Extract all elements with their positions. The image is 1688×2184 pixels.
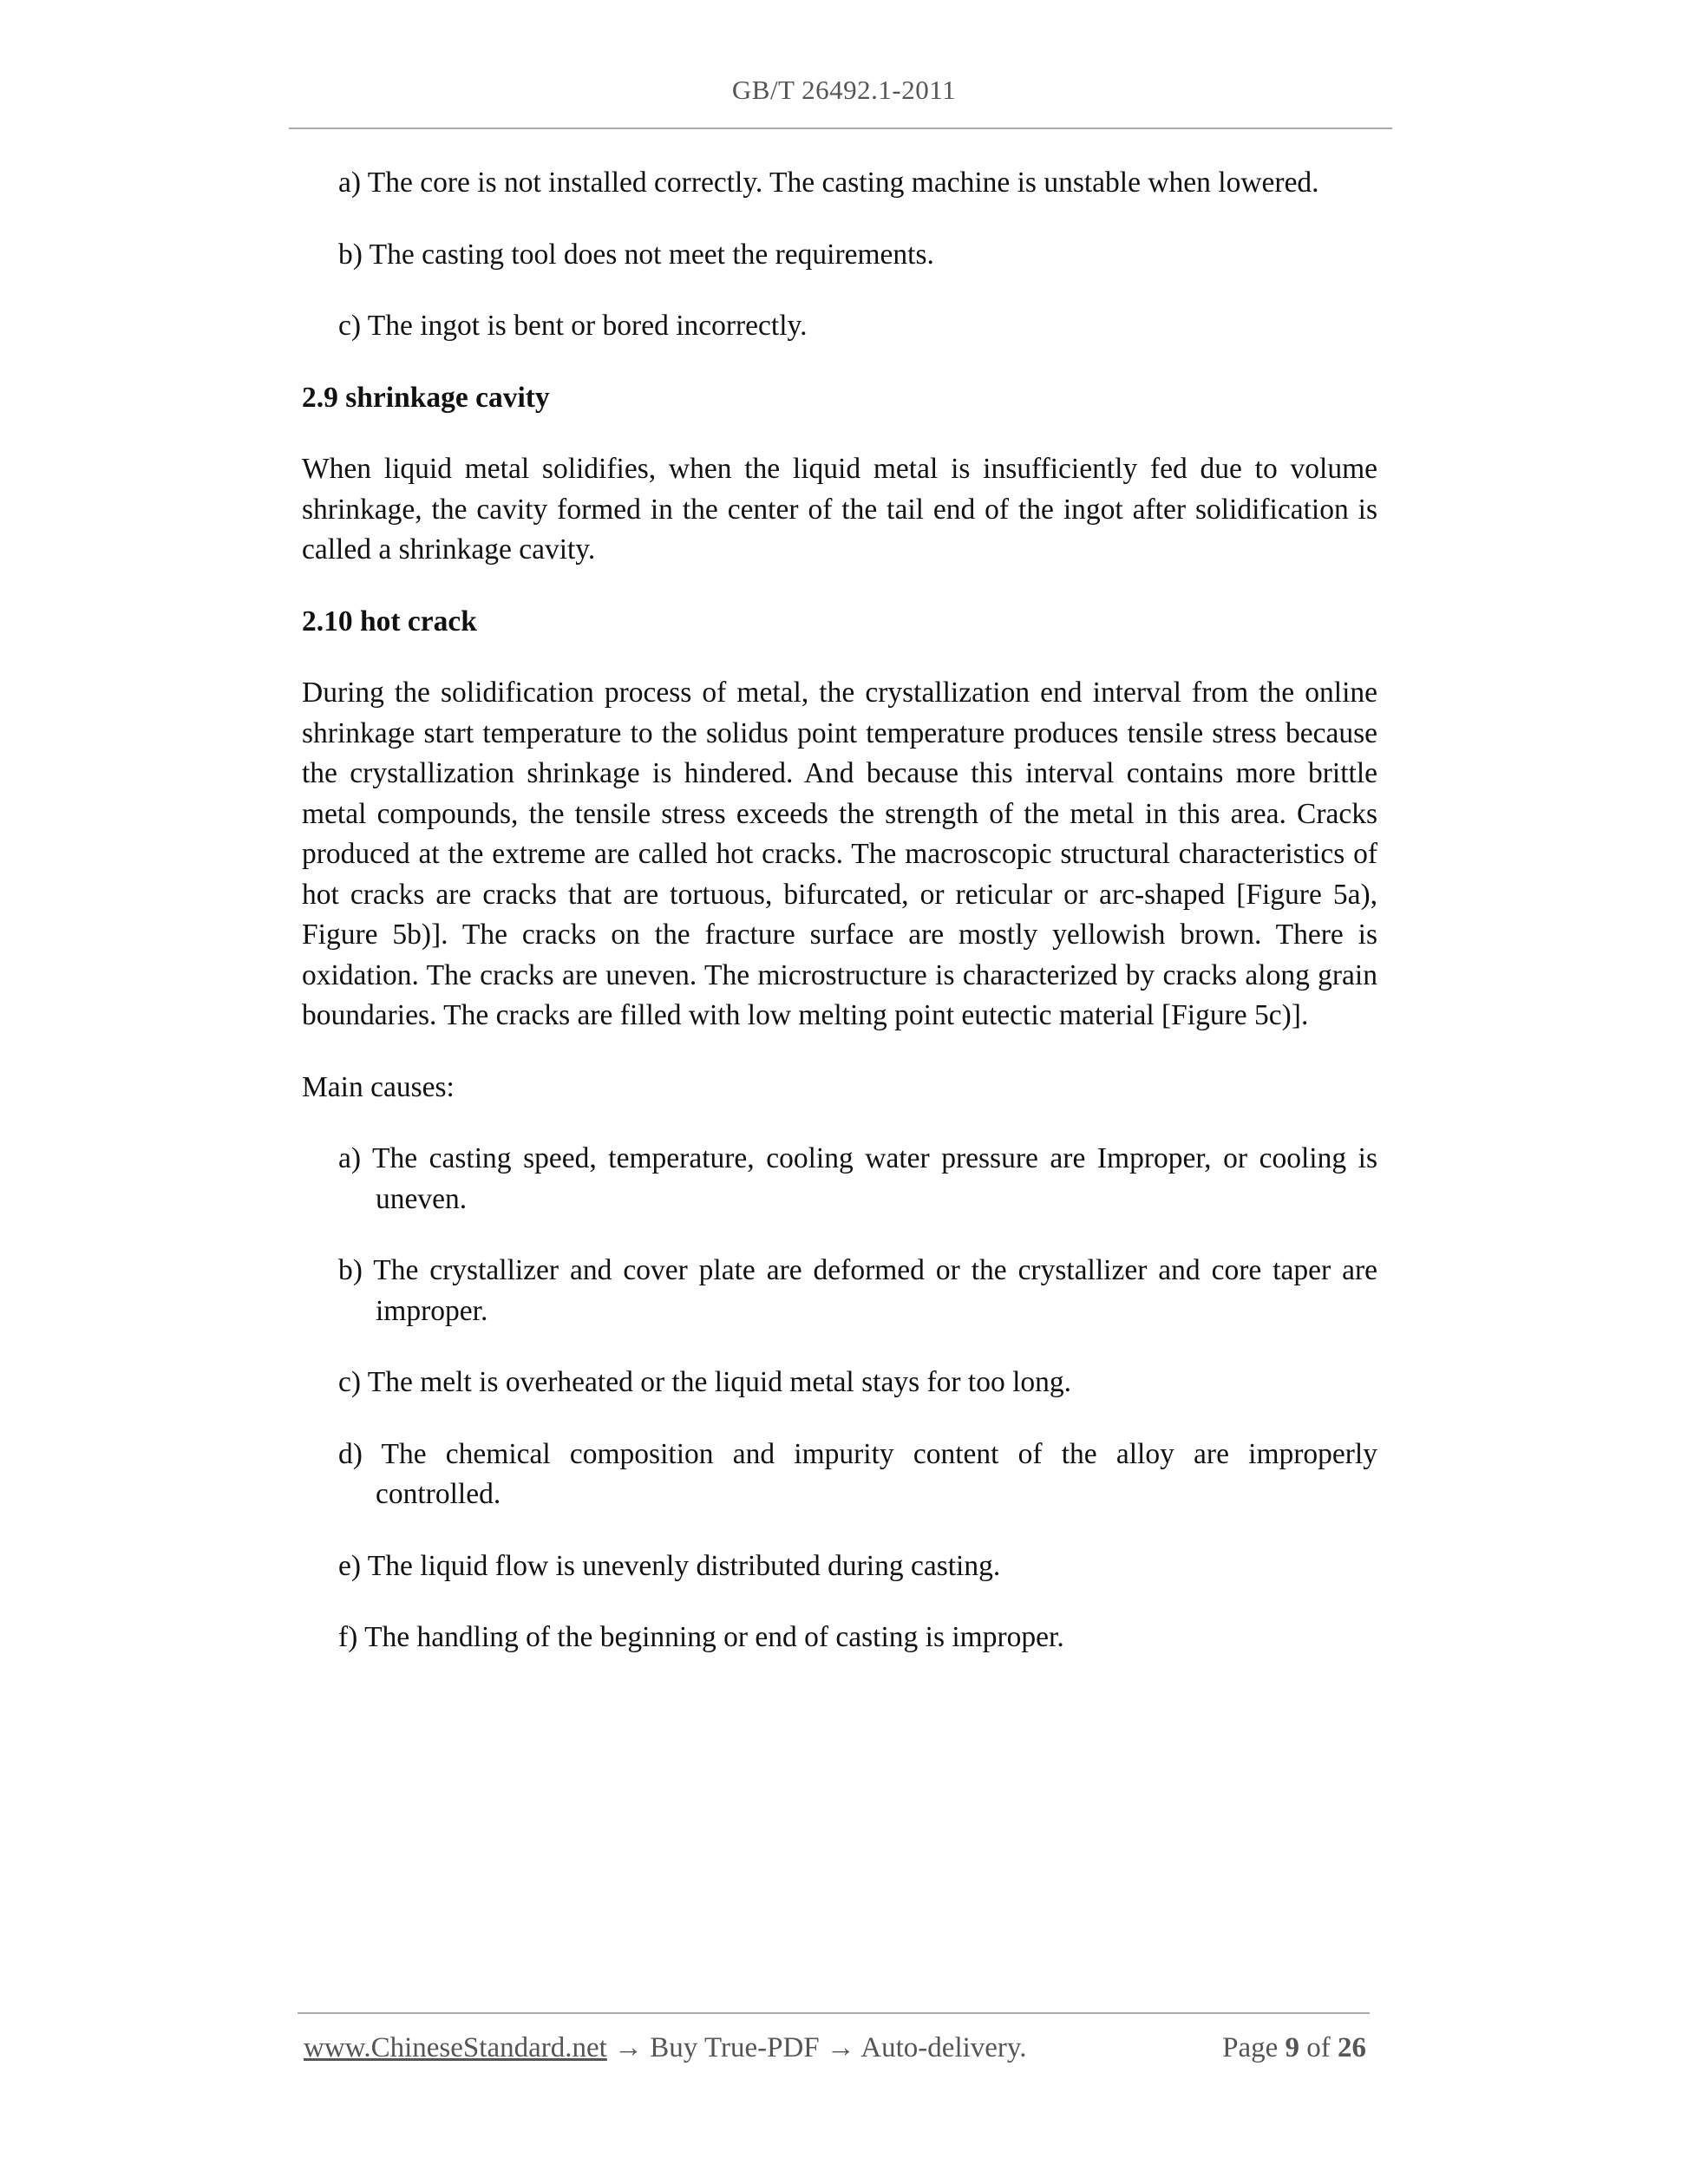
- page-label: Page: [1222, 2032, 1279, 2063]
- list-item: a) The core is not installed correctly. The casting machine is unstable when lowered.: [338, 167, 1319, 199]
- website-link[interactable]: www.ChineseStandard.net: [304, 2032, 607, 2063]
- running-header: GB/T 26492.1-2011: [731, 75, 957, 105]
- footer-promo-text: → Buy True-PDF → Auto-delivery.: [606, 2032, 1027, 2063]
- page-number: 9: [1285, 2032, 1299, 2063]
- page-indicator: [1222, 2032, 1366, 2064]
- footer-divider: [298, 2012, 1370, 2014]
- cause-item: c) The melt is overheated or the liquid metal stays for too long.: [338, 1366, 1072, 1398]
- list-item: c) The ingot is bent or bored incorrectly.: [338, 310, 808, 342]
- section-body-2-9: When liquid metal solidifies, when the liquid metal is insufficiently fed due to volume shrinkage, the cavity formed in the center of the tail end of the ingot after solidification is called a shrinkage cavity.: [302, 453, 1377, 566]
- list-item: b) The casting tool does not meet the requirements.: [338, 238, 934, 271]
- header-divider: [289, 128, 1392, 129]
- cause-item: b) The crystallizer and cover plate are deformed or the crystallizer and core taper are improper.: [338, 1254, 1377, 1327]
- section-heading-2-10: 2.10 hot crack: [302, 605, 477, 638]
- page-body: [302, 163, 1377, 1690]
- page-footer: [304, 2032, 1366, 2064]
- footer-promo: [304, 2032, 1027, 2064]
- cause-item: d) The chemical composition and impurity content of the alloy are improperly controlled.: [338, 1437, 1377, 1510]
- cause-item: a) The casting speed, temperature, cooling water pressure are Improper, or cooling is uneven.: [338, 1142, 1377, 1215]
- total-pages: 26: [1338, 2032, 1366, 2063]
- causes-label: Main causes:: [302, 1070, 455, 1103]
- cause-item: f) The handling of the beginning or end of casting is improper.: [338, 1621, 1064, 1653]
- section-body-2-10: During the solidification process of metal, the crystallization end interval from the online shrinkage start temperature to the solidus point temperature produces tensile stress because the crystallization shrinkage is hindered. And because this interval contains more brittle metal compounds, the tensile stress exceeds the strength of the metal in this area. Cracks produced at the extreme are called hot cracks. The macroscopic structural characteristics of hot cracks are cracks that are tortuous, bifurcated, or reticular or arc-shaped [Figure 5a), Figure 5b)]. The cracks on the fracture surface are mostly yellowish brown. There is oxidation. The cracks are uneven. The microstructure is characterized by cracks along grain boundaries. The cracks are filled with low melting point eutectic material [Figure 5c)].: [302, 677, 1377, 1031]
- cause-item: e) The liquid flow is unevenly distributed during casting.: [338, 1549, 1001, 1582]
- section-heading-2-9: 2.9 shrinkage cavity: [302, 381, 550, 414]
- of-label: of: [1306, 2032, 1331, 2063]
